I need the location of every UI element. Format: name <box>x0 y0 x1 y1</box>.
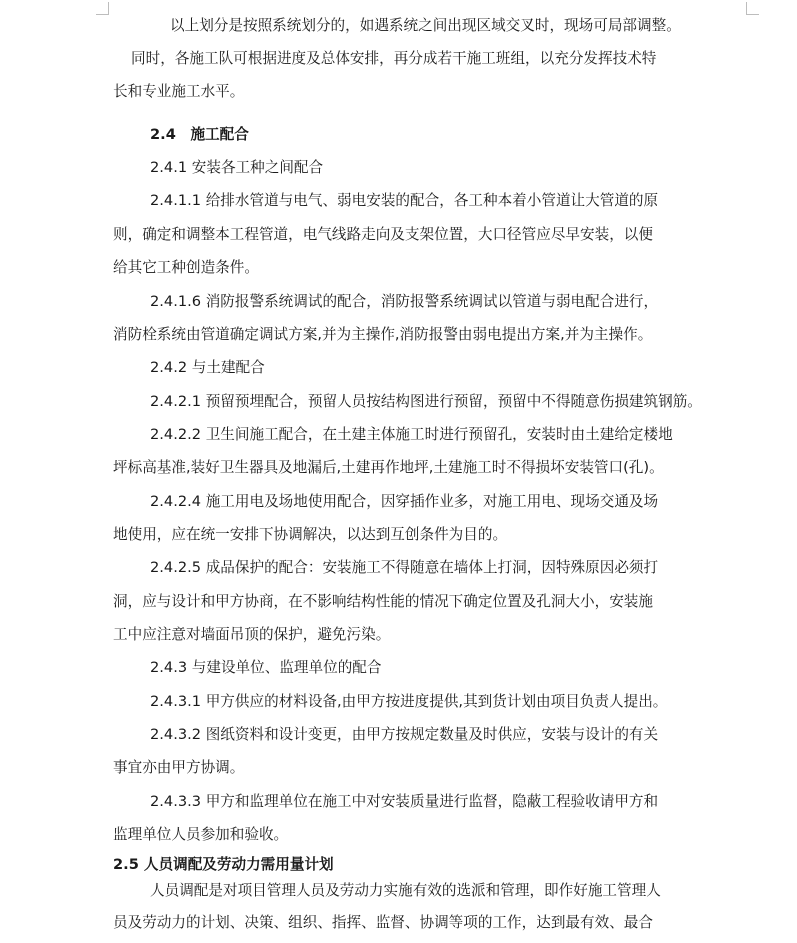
section-heading-2-5: 2.5 人员调配及劳动力需用量计划 <box>113 856 334 873</box>
paragraph-line: 洞，应与设计和甲方协商，在不影响结构性能的情况下确定位置及孔洞大小，安装施 <box>113 593 653 610</box>
paragraph-line: 2.4.2.2 卫生间施工配合，在土建主体施工时进行预留孔，安装时由土建给定楼地 <box>150 426 673 443</box>
paragraph-line: 2.4.2.5 成品保护的配合：安装施工不得随意在墙体上打洞，因特殊原因必须打 <box>150 559 659 576</box>
left-margin-corner-mark <box>96 2 109 15</box>
subsection-heading-2-4-1: 2.4.1 安装各工种之间配合 <box>150 159 324 176</box>
paragraph-line: 员及劳动力的计划、决策、组织、指挥、监督、协调等项的工作，达到最有效、最合 <box>113 914 653 931</box>
paragraph-line: 2.4.3.2 图纸资料和设计变更，由甲方按规定数量及时供应，安装与设计的有关 <box>150 726 659 743</box>
section-heading-2-4: 2.4 施工配合 <box>150 126 249 143</box>
paragraph-line: 2.4.2.4 施工用电及场地使用配合，因穿插作业多，对施工用电、现场交通及场 <box>150 493 659 510</box>
paragraph-line: 长和专业施工水平。 <box>113 83 245 100</box>
paragraph-line: 2.4.1.6 消防报警系统调试的配合，消防报警系统调试以管道与弱电配合进行， <box>150 293 659 310</box>
paragraph-line: 坪标高基准,装好卫生器具及地漏后,土建再作地坪,土建施工时不得损坏安装管口(孔)。 <box>113 459 664 476</box>
paragraph-line: 2.4.1.1 给排水管道与电气、弱电安装的配合，各工种本着小管道让大管道的原 <box>150 192 659 209</box>
paragraph-line: 监理单位人员参加和验收。 <box>113 826 289 843</box>
paragraph-line: 给其它工种创造条件。 <box>113 259 259 276</box>
paragraph-line: 同时，各施工队可根据进度及总体安排，再分成若干施工班组，以充分发挥技术特 <box>131 50 657 67</box>
paragraph-line: 2.4.3.3 甲方和监理单位在施工中对安装质量进行监督，隐蔽工程验收请甲方和 <box>150 793 659 810</box>
paragraph-line: 工中应注意对墙面吊顶的保护，避免污染。 <box>113 626 391 643</box>
paragraph-line: 2.4.2.1 预留预埋配合，预留人员按结构图进行预留，预留中不得随意伤损建筑钢筋。 <box>150 393 702 410</box>
paragraph-line: 消防栓系统由管道确定调试方案,并为主操作,消防报警由弱电提出方案,并为主操作。 <box>113 326 653 343</box>
right-margin-corner-mark <box>746 2 759 15</box>
paragraph-line: 人员调配是对项目管理人员及劳动力实施有效的选派和管理，即作好施工管理人 <box>150 882 661 899</box>
paragraph-line: 2.4.3.1 甲方供应的材料设备,由甲方按进度提供,其到货计划由项目负责人提出。 <box>150 693 668 710</box>
paragraph-line: 事宜亦由甲方协调。 <box>113 759 245 776</box>
subsection-heading-2-4-2: 2.4.2 与土建配合 <box>150 359 265 376</box>
paragraph-line: 地使用，应在统一安排下协调解决，以达到互创条件为目的。 <box>113 526 508 543</box>
subsection-heading-2-4-3: 2.4.3 与建设单位、监理单位的配合 <box>150 659 382 676</box>
paragraph-line: 则，确定和调整本工程管道，电气线路走向及支架位置，大口径管应尽早安装，以便 <box>113 226 653 243</box>
paragraph-line: 以上划分是按照系统划分的，如遇系统之间出现区域交叉时，现场可局部调整。 <box>170 17 681 34</box>
